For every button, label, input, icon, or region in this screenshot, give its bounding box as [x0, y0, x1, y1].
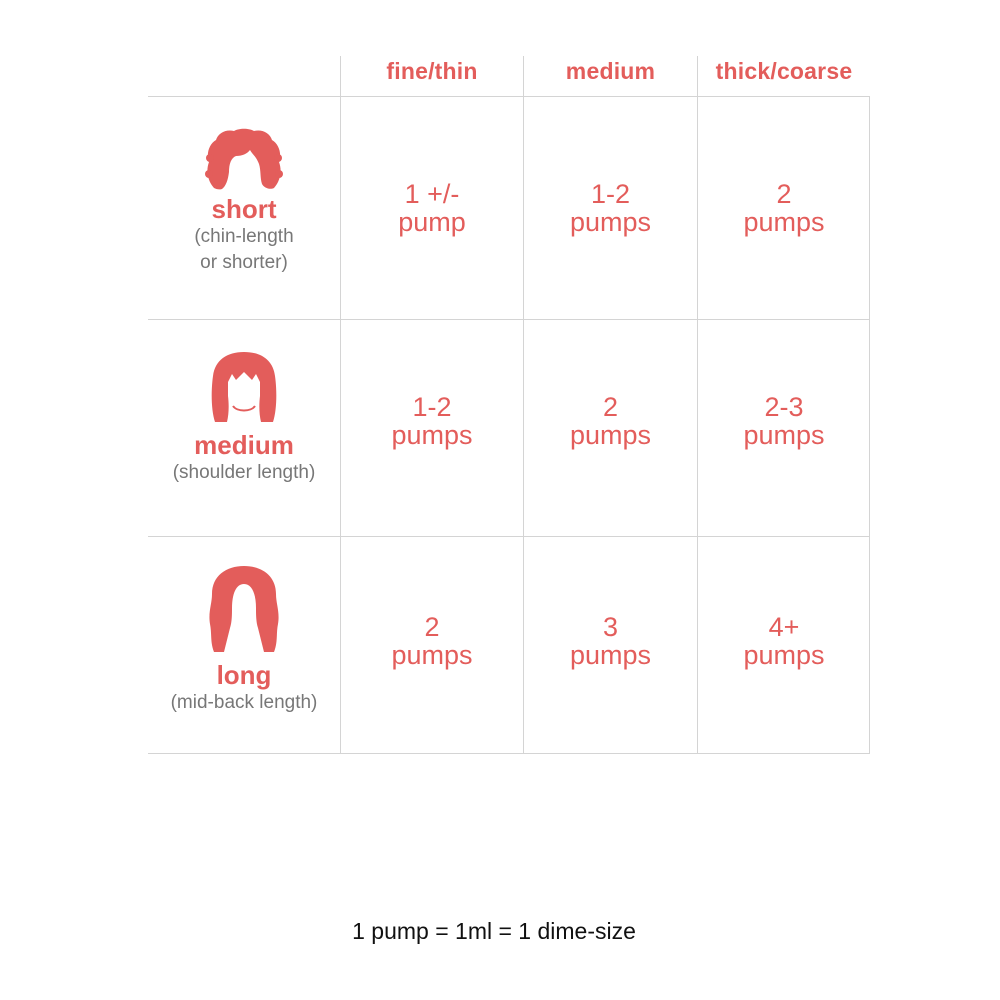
dosage-unit: pumps — [569, 207, 652, 237]
row-length-label: short — [211, 194, 277, 224]
dosage-unit: pumps — [743, 640, 825, 670]
dosage-unit: pumps — [569, 640, 652, 670]
dosage-amount: 1-2 — [412, 392, 452, 422]
row-length-label: medium — [194, 430, 294, 460]
column-header-fine-thin: fine/thin — [386, 57, 478, 84]
dosage-amount: 2 — [776, 179, 792, 209]
dosage-cell — [698, 613, 870, 669]
dosage-unit: pumps — [391, 640, 473, 670]
grid-line-header-bottom — [148, 96, 870, 97]
dosage-amount: 4+ — [768, 612, 800, 642]
dosage-unit: pumps — [743, 420, 825, 450]
dosage-amount: 2 — [424, 612, 440, 642]
dosage-unit: pumps — [391, 420, 473, 450]
dosage-cell — [341, 180, 523, 236]
row-label-short — [148, 128, 340, 276]
long-wavy-hair-icon — [208, 564, 280, 656]
column-header-thick-coarse: thick/coarse — [715, 57, 853, 84]
dosage-unit: pumps — [569, 420, 652, 450]
dosage-cell — [341, 613, 523, 669]
column-header-medium: medium — [565, 57, 656, 84]
dosage-cell — [698, 393, 870, 449]
medium-bob-hair-icon — [209, 350, 279, 426]
short-curly-hair-icon — [204, 128, 284, 190]
grid-line-row1-bottom — [148, 319, 870, 320]
dosage-unit: pump — [398, 207, 466, 237]
grid-line-row3-bottom — [148, 753, 870, 754]
dosage-amount: 1 +/- — [404, 179, 460, 209]
row-description-line: (shoulder length) — [172, 462, 316, 483]
row-length-label: long — [216, 660, 272, 690]
dosage-amount: 2 — [602, 392, 619, 422]
dosage-unit: pumps — [743, 207, 825, 237]
dosage-amount: 3 — [602, 612, 619, 642]
pump-conversion-note: 1 pump = 1ml = 1 dime-size — [352, 918, 636, 944]
dosage-cell — [698, 180, 870, 236]
dosage-cell — [524, 393, 697, 449]
dosage-cell — [341, 393, 523, 449]
row-description-line: or shorter) — [200, 252, 288, 273]
row-description-line: (mid-back length) — [170, 692, 318, 713]
row-description-line: (chin-length — [194, 226, 294, 247]
dosage-amount: 1-2 — [590, 179, 631, 209]
dosage-cell — [524, 613, 697, 669]
grid-line-row2-bottom — [148, 536, 870, 537]
row-label-medium — [148, 350, 340, 486]
row-label-long — [148, 564, 340, 716]
dosage-cell — [524, 180, 697, 236]
dosage-amount: 2-3 — [764, 392, 804, 422]
